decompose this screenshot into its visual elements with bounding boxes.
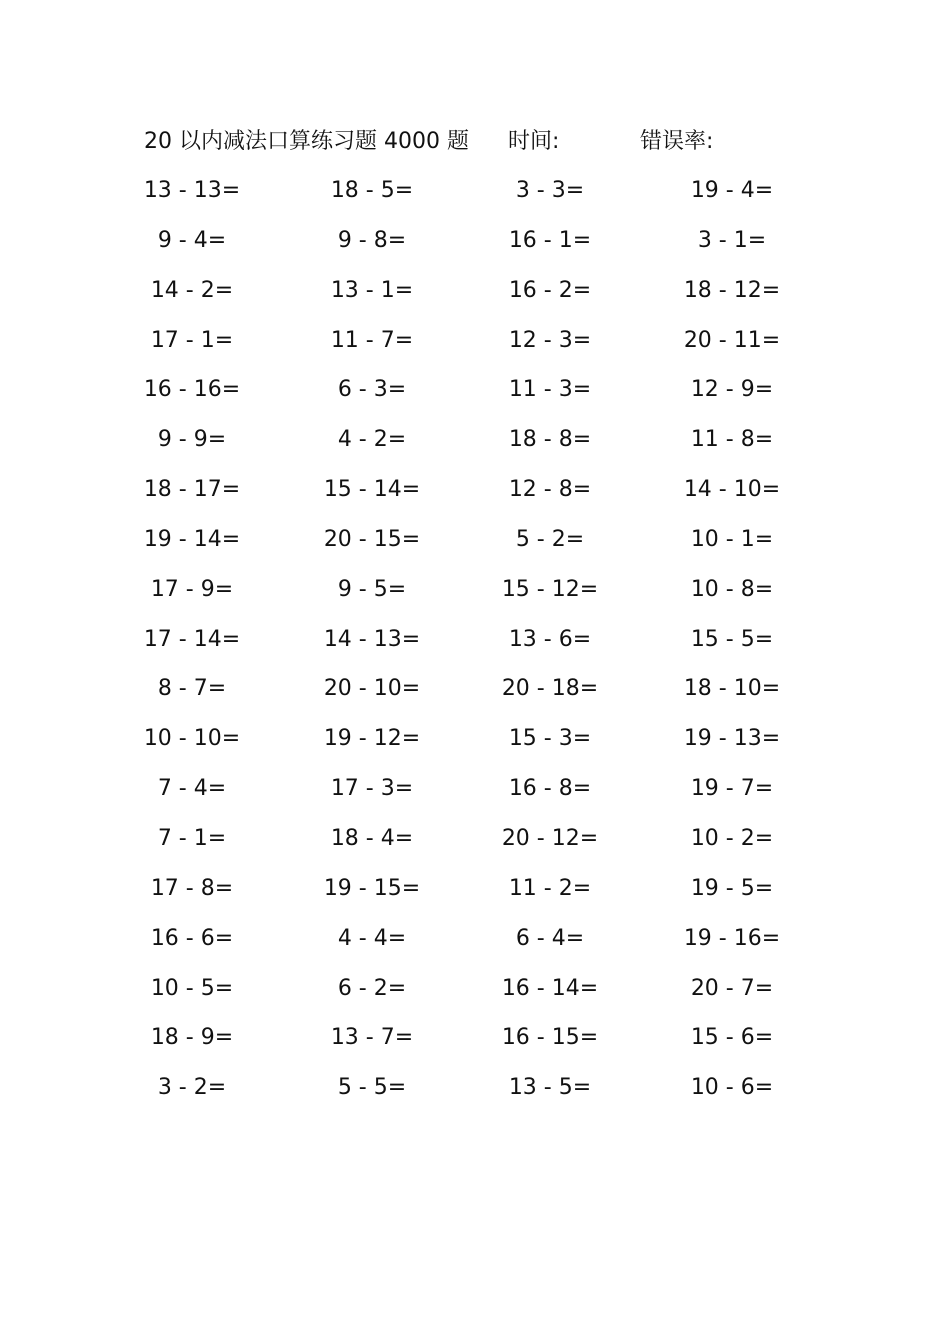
- problem-row: [0, 1071, 950, 1121]
- problem-item: 19 - 15=: [323, 875, 421, 901]
- problem-item: 19 - 14=: [143, 526, 241, 552]
- problem-item: 17 - 8=: [150, 875, 234, 901]
- problem-item: 9 - 8=: [337, 227, 407, 253]
- problem-item: 18 - 10=: [683, 676, 781, 702]
- problem-item: 15 - 3=: [508, 726, 592, 752]
- problem-row: [0, 423, 950, 473]
- problem-item: 16 - 2=: [508, 277, 592, 303]
- problem-item: 11 - 2=: [508, 875, 592, 901]
- problem-item: 19 - 16=: [683, 925, 781, 951]
- problem-item: 3 - 2=: [157, 1075, 227, 1101]
- problem-item: 18 - 17=: [143, 477, 241, 503]
- problem-row: [0, 972, 950, 1022]
- problem-item: 17 - 3=: [330, 776, 414, 802]
- problem-item: 13 - 1=: [330, 277, 414, 303]
- problem-item: 19 - 5=: [690, 875, 774, 901]
- problem-item: 20 - 18=: [501, 676, 599, 702]
- problem-item: 14 - 13=: [323, 626, 421, 652]
- problem-item: 20 - 7=: [690, 975, 774, 1001]
- problem-item: 15 - 12=: [501, 576, 599, 602]
- problem-item: 18 - 12=: [683, 277, 781, 303]
- problem-item: 6 - 3=: [337, 377, 407, 403]
- problem-item: 12 - 3=: [508, 327, 592, 353]
- problem-item: 11 - 3=: [508, 377, 592, 403]
- problem-item: 19 - 12=: [323, 726, 421, 752]
- problem-item: 15 - 6=: [690, 1025, 774, 1051]
- problem-row: [0, 373, 950, 423]
- problem-item: 16 - 8=: [508, 776, 592, 802]
- problem-item: 18 - 8=: [508, 427, 592, 453]
- problem-item: 9 - 9=: [157, 427, 227, 453]
- problem-row: [0, 174, 950, 224]
- problem-row: [0, 872, 950, 922]
- problem-item: 20 - 11=: [683, 327, 781, 353]
- problem-item: 12 - 9=: [690, 377, 774, 403]
- worksheet-header: [144, 126, 844, 158]
- problem-row: [0, 772, 950, 822]
- problem-item: 3 - 3=: [515, 178, 585, 203]
- problem-item: 7 - 4=: [157, 776, 227, 802]
- problem-item: 10 - 1=: [690, 526, 774, 552]
- problem-row: [0, 473, 950, 523]
- problem-item: 16 - 1=: [508, 227, 592, 253]
- problem-item: 17 - 1=: [150, 327, 234, 353]
- worksheet-title: 20 以内减法口算练习题 4000 题: [144, 129, 469, 154]
- problem-row: [0, 672, 950, 722]
- problem-row: [0, 324, 950, 374]
- problem-item: 18 - 5=: [330, 178, 414, 203]
- error-rate-label: 错误率:: [640, 129, 714, 154]
- problem-row: [0, 1021, 950, 1071]
- problem-item: 20 - 12=: [501, 825, 599, 851]
- problem-item: 13 - 6=: [508, 626, 592, 652]
- problem-item: 10 - 2=: [690, 825, 774, 851]
- problem-row: [0, 822, 950, 872]
- problem-row: [0, 523, 950, 573]
- problem-item: 7 - 1=: [157, 825, 227, 851]
- problem-item: 9 - 4=: [157, 227, 227, 253]
- problem-item: 14 - 2=: [150, 277, 234, 303]
- problem-row: [0, 573, 950, 623]
- problem-item: 11 - 8=: [690, 427, 774, 453]
- problem-row: [0, 224, 950, 274]
- problem-item: 5 - 5=: [337, 1075, 407, 1101]
- problem-item: 14 - 10=: [683, 477, 781, 503]
- problem-item: 6 - 2=: [337, 975, 407, 1001]
- problem-item: 13 - 5=: [508, 1075, 592, 1101]
- problem-item: 9 - 5=: [337, 576, 407, 602]
- problem-item: 18 - 9=: [150, 1025, 234, 1051]
- problem-item: 6 - 4=: [515, 925, 585, 951]
- problem-item: 20 - 10=: [323, 676, 421, 702]
- problem-grid: [0, 174, 950, 1121]
- problem-item: 4 - 2=: [337, 427, 407, 453]
- problem-item: 3 - 1=: [697, 227, 767, 253]
- problem-item: 13 - 7=: [330, 1025, 414, 1051]
- problem-row: [0, 274, 950, 324]
- problem-item: 20 - 15=: [323, 526, 421, 552]
- problem-item: 19 - 13=: [683, 726, 781, 752]
- problem-item: 15 - 14=: [323, 477, 421, 503]
- problem-item: 19 - 4=: [690, 178, 774, 203]
- problem-item: 4 - 4=: [337, 925, 407, 951]
- problem-item: 18 - 4=: [330, 825, 414, 851]
- problem-item: 16 - 14=: [501, 975, 599, 1001]
- time-label: 时间:: [508, 129, 560, 154]
- problem-item: 10 - 10=: [143, 726, 241, 752]
- problem-item: 8 - 7=: [157, 676, 227, 702]
- problem-item: 15 - 5=: [690, 626, 774, 652]
- problem-item: 16 - 15=: [501, 1025, 599, 1051]
- problem-item: 17 - 14=: [143, 626, 241, 652]
- problem-item: 11 - 7=: [330, 327, 414, 353]
- problem-item: 10 - 6=: [690, 1075, 774, 1101]
- problem-item: 19 - 7=: [690, 776, 774, 802]
- problem-item: 16 - 16=: [143, 377, 241, 403]
- problem-item: 10 - 8=: [690, 576, 774, 602]
- problem-item: 13 - 13=: [143, 178, 241, 203]
- problem-row: [0, 722, 950, 772]
- problem-item: 10 - 5=: [150, 975, 234, 1001]
- problem-item: 5 - 2=: [515, 526, 585, 552]
- problem-item: 17 - 9=: [150, 576, 234, 602]
- problem-row: [0, 922, 950, 972]
- problem-row: [0, 623, 950, 673]
- problem-item: 16 - 6=: [150, 925, 234, 951]
- problem-item: 12 - 8=: [508, 477, 592, 503]
